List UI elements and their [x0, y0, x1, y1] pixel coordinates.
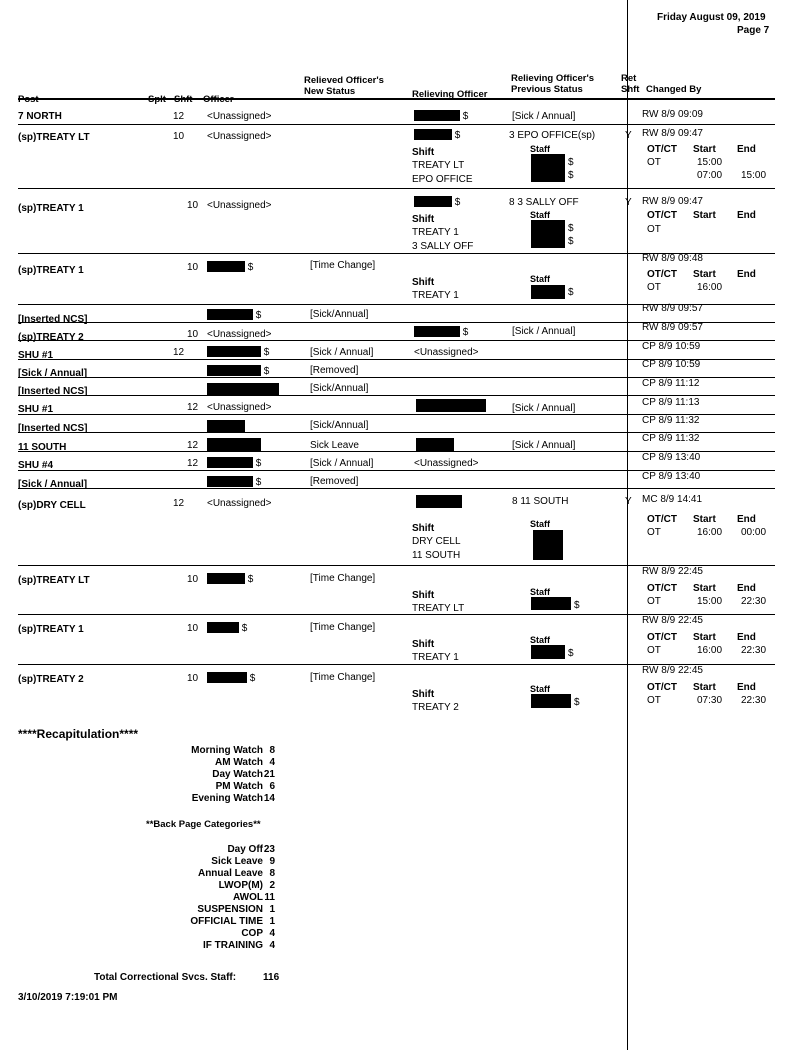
- col-shft: Shft: [174, 94, 193, 105]
- ot-type: OT: [647, 695, 661, 706]
- post: [Inserted NCS]: [18, 386, 88, 397]
- detail-post: DRY CELL: [412, 536, 461, 547]
- post: SHU #1: [18, 350, 54, 361]
- watch-value: 6: [269, 781, 275, 792]
- staff-suffix: $: [568, 223, 574, 234]
- shift: 12: [187, 458, 199, 469]
- category-value: 2: [269, 880, 275, 891]
- post: (sp)TREATY LT: [18, 575, 90, 586]
- detail-post: EPO OFFICE: [412, 174, 473, 185]
- detail-shift-label: Shift: [412, 590, 435, 601]
- page-number: Page 7: [737, 25, 770, 36]
- changed-by: CP 8/9 13:40: [642, 452, 701, 463]
- changed-by: RW 8/9 22:45: [642, 566, 703, 577]
- changed-by: RW 8/9 22:45: [642, 665, 703, 676]
- start-time: 16:00: [697, 282, 723, 293]
- detail-post: TREATY LT: [412, 603, 465, 614]
- officer: $: [207, 346, 269, 358]
- row-rule: [18, 488, 775, 489]
- detail-post: TREATY LT: [412, 160, 465, 171]
- changed-by: CP 8/9 11:32: [642, 433, 700, 444]
- start-time: 07:00: [697, 170, 723, 181]
- new-status: [Time Change]: [310, 260, 376, 271]
- redaction: [416, 495, 462, 508]
- officer: $: [207, 672, 255, 684]
- start-time: 15:00: [697, 157, 723, 168]
- officer: <Unassigned>: [207, 329, 272, 340]
- new-status: [Removed]: [310, 365, 359, 376]
- shift: 12: [173, 111, 185, 122]
- shift: 10: [187, 329, 199, 340]
- category-value: 23: [263, 844, 275, 855]
- redaction: [416, 438, 454, 451]
- post: (sp)TREATY 1: [18, 203, 84, 214]
- relieving-officer: $: [414, 326, 468, 338]
- detail-post: TREATY 1: [412, 227, 459, 238]
- shift: 12: [187, 402, 199, 413]
- new-status: [Sick / Annual]: [310, 458, 374, 469]
- end-time: 15:00: [741, 170, 767, 181]
- ret-shift: Y: [625, 197, 632, 208]
- start-time: 07:30: [697, 695, 723, 706]
- col-ret-2: Shft: [621, 84, 640, 95]
- shift: 10: [173, 131, 185, 142]
- row-rule: [18, 124, 775, 125]
- ot-type: OT: [647, 157, 661, 168]
- start-label: Start: [693, 682, 716, 693]
- changed-by: MC 8/9 14:41: [642, 494, 703, 505]
- redaction: [531, 694, 571, 708]
- officer: <Unassigned>: [207, 111, 272, 122]
- prev-status: [Sick / Annual]: [512, 403, 576, 414]
- total-staff-value: 116: [263, 972, 280, 983]
- officer: $: [207, 309, 261, 321]
- ot-type: OT: [647, 645, 661, 656]
- prev-status: 8 3 SALLY OFF: [509, 197, 579, 208]
- shift: 10: [187, 262, 199, 273]
- watch-value: 4: [269, 757, 275, 768]
- category-label: Annual Leave: [197, 868, 263, 879]
- watch-value: 21: [263, 769, 275, 780]
- new-status: [Removed]: [310, 476, 359, 487]
- ot-type: OT: [647, 224, 661, 235]
- col-splt: Splt: [148, 94, 166, 105]
- watch-label: Day Watch: [212, 769, 263, 780]
- relieving-officer: <Unassigned>: [414, 458, 479, 469]
- detail-post: 3 SALLY OFF: [412, 241, 474, 252]
- changed-by: CP 8/9 13:40: [642, 471, 701, 482]
- category-label: OFFICIAL TIME: [190, 916, 263, 927]
- new-status: [Sick/Annual]: [310, 420, 369, 431]
- row-rule: [18, 395, 775, 396]
- staff-suffix: $: [574, 600, 580, 611]
- end-label: End: [737, 632, 756, 643]
- staff-suffix: $: [574, 697, 580, 708]
- detail-post: TREATY 1: [412, 652, 459, 663]
- end-time: 22:30: [741, 596, 767, 607]
- post: 11 SOUTH: [18, 442, 67, 453]
- end-time: 22:30: [741, 695, 767, 706]
- officer: <Unassigned>: [207, 498, 272, 509]
- watch-label: AM Watch: [215, 757, 263, 768]
- officer: $: [207, 457, 261, 469]
- category-label: IF TRAINING: [203, 940, 263, 951]
- changed-by: RW 8/9 09:47: [642, 196, 703, 207]
- ret-shift: Y: [625, 130, 632, 141]
- officer: $: [207, 573, 253, 585]
- watch-label: Morning Watch: [191, 745, 263, 756]
- col-prev-2: Previous Status: [511, 84, 583, 95]
- start-time: 15:00: [697, 596, 723, 607]
- category-value: 4: [269, 940, 275, 951]
- staff-label: Staff: [530, 274, 550, 284]
- prev-status: [Sick / Annual]: [512, 440, 576, 451]
- detail-shift-label: Shift: [412, 523, 435, 534]
- category-value: 1: [269, 916, 275, 927]
- shift: 10: [187, 200, 199, 211]
- category-label: AWOL: [233, 892, 263, 903]
- col-changed-by: Changed By: [646, 84, 702, 95]
- end-time: 22:30: [741, 645, 767, 656]
- detail-shift-label: Shift: [412, 689, 435, 700]
- officer: $: [207, 365, 269, 377]
- ot-type: OT: [647, 282, 661, 293]
- changed-by: CP 8/9 10:59: [642, 341, 701, 352]
- changed-by: CP 8/9 10:59: [642, 359, 701, 370]
- otct-label: OT/CT: [647, 514, 677, 525]
- changed-by: CP 8/9 11:12: [642, 378, 700, 389]
- changed-by: CP 8/9 11:13: [642, 397, 700, 408]
- start-label: Start: [693, 210, 716, 221]
- otct-label: OT/CT: [647, 269, 677, 280]
- staff-label: Staff: [530, 635, 550, 645]
- post: [Inserted NCS]: [18, 423, 88, 434]
- otct-label: OT/CT: [647, 682, 677, 693]
- prev-status: [Sick / Annual]: [512, 111, 576, 122]
- relieving-officer: $: [414, 110, 468, 122]
- start-label: Start: [693, 269, 716, 280]
- relieving-officer: $: [414, 196, 460, 208]
- detail-shift-label: Shift: [412, 147, 435, 158]
- detail-post: TREATY 1: [412, 290, 459, 301]
- col-prev-1: Relieving Officer's: [511, 73, 595, 84]
- staff-label: Staff: [530, 587, 550, 597]
- redaction: [531, 220, 565, 248]
- staff-label: Staff: [530, 684, 550, 694]
- detail-post: TREATY 2: [412, 702, 459, 713]
- detail-post: 11 SOUTH: [412, 550, 461, 561]
- end-label: End: [737, 144, 756, 155]
- post: SHU #1: [18, 404, 54, 415]
- officer: <Unassigned>: [207, 200, 272, 211]
- post: [Inserted NCS]: [18, 314, 88, 325]
- changed-by: CP 8/9 11:32: [642, 415, 700, 426]
- category-value: 1: [269, 904, 275, 915]
- post: [Sick / Annual]: [18, 479, 88, 490]
- officer: $: [207, 476, 261, 488]
- detail-shift-label: Shift: [412, 639, 435, 650]
- header-rule: [18, 98, 775, 100]
- shift: 12: [187, 440, 199, 451]
- category-value: 8: [269, 868, 275, 879]
- staff-suffix: $: [568, 170, 574, 181]
- officer: $: [207, 261, 253, 273]
- end-label: End: [737, 269, 756, 280]
- total-staff-label: Total Correctional Svcs. Staff:: [94, 972, 237, 983]
- redaction: [531, 154, 565, 182]
- prev-status: 8 11 SOUTH: [512, 496, 569, 507]
- recap-title: ****Recapitulation****: [18, 727, 139, 741]
- staff-suffix: $: [568, 648, 574, 659]
- relieving-officer: <Unassigned>: [414, 347, 479, 358]
- relieving-officer: $: [414, 129, 460, 141]
- col-relieved-1: Relieved Officer's: [304, 75, 384, 86]
- prev-status: 3 EPO OFFICE(sp): [509, 130, 596, 141]
- new-status: Sick Leave: [310, 440, 359, 451]
- start-label: Start: [693, 144, 716, 155]
- column-divider: [627, 0, 628, 1050]
- category-value: 4: [269, 928, 275, 939]
- end-time: 00:00: [741, 527, 767, 538]
- prev-status: [Sick / Annual]: [512, 326, 576, 337]
- changed-by: RW 8/9 09:57: [642, 322, 703, 333]
- redaction: [531, 285, 565, 299]
- col-relieving: Relieving Officer: [412, 89, 488, 100]
- category-label: COP: [241, 928, 263, 939]
- changed-by: RW 8/9 09:09: [642, 109, 703, 120]
- start-label: Start: [693, 632, 716, 643]
- new-status: [Time Change]: [310, 672, 376, 683]
- shift: 10: [187, 623, 199, 634]
- shift: 12: [173, 498, 185, 509]
- start-time: 16:00: [697, 645, 723, 656]
- post: (sp)TREATY LT: [18, 132, 90, 143]
- start-label: Start: [693, 514, 716, 525]
- new-status: [Time Change]: [310, 573, 376, 584]
- shift: 10: [187, 574, 199, 585]
- watch-value: 8: [269, 745, 275, 756]
- redaction: [531, 645, 565, 659]
- post: (sp)DRY CELL: [18, 500, 86, 511]
- category-value: 11: [264, 892, 275, 903]
- changed-by: RW 8/9 09:47: [642, 128, 703, 139]
- shift: 10: [187, 673, 199, 684]
- end-label: End: [737, 514, 756, 525]
- category-value: 9: [269, 856, 275, 867]
- print-timestamp: 3/10/2019 7:19:01 PM: [18, 992, 118, 1003]
- col-ret-1: Ret: [621, 73, 637, 84]
- otct-label: OT/CT: [647, 144, 677, 155]
- redaction: [207, 438, 261, 451]
- officer: <Unassigned>: [207, 131, 272, 142]
- redaction: [531, 597, 571, 610]
- ot-type: OT: [647, 596, 661, 607]
- end-label: End: [737, 210, 756, 221]
- post: (sp)TREATY 1: [18, 265, 84, 276]
- post: (sp)TREATY 1: [18, 624, 84, 635]
- end-label: End: [737, 583, 756, 594]
- otct-label: OT/CT: [647, 210, 677, 221]
- shift: 12: [173, 347, 185, 358]
- otct-label: OT/CT: [647, 583, 677, 594]
- start-label: Start: [693, 583, 716, 594]
- detail-shift-label: Shift: [412, 277, 435, 288]
- col-post: Post: [18, 94, 39, 105]
- report-date: Friday August 09, 2019: [657, 12, 766, 23]
- officer: <Unassigned>: [207, 402, 272, 413]
- new-status: [Time Change]: [310, 622, 376, 633]
- watch-label: PM Watch: [215, 781, 263, 792]
- detail-shift-label: Shift: [412, 214, 435, 225]
- category-label: LWOP(M): [218, 880, 263, 891]
- redaction: [416, 399, 486, 412]
- new-status: [Sick/Annual]: [310, 383, 369, 394]
- officer: $: [207, 622, 247, 634]
- row-rule: [18, 188, 775, 189]
- post: [Sick / Annual]: [18, 368, 88, 379]
- end-label: End: [737, 682, 756, 693]
- post: (sp)TREATY 2: [18, 674, 84, 685]
- staff-label: Staff: [530, 144, 550, 154]
- back-page-title: **Back Page Categories**: [146, 819, 261, 830]
- staff-label: Staff: [530, 210, 550, 220]
- col-officer: Officer: [203, 94, 234, 105]
- watch-value: 14: [263, 793, 275, 804]
- changed-by: RW 8/9 22:45: [642, 615, 703, 626]
- redaction: [533, 530, 563, 560]
- otct-label: OT/CT: [647, 632, 677, 643]
- category-label: SUSPENSION: [197, 904, 263, 915]
- category-label: Day Off: [227, 844, 263, 855]
- col-relieved-2: New Status: [304, 86, 356, 97]
- staff-suffix: $: [568, 287, 574, 298]
- ret-shift: Y: [625, 496, 632, 507]
- start-time: 16:00: [697, 527, 723, 538]
- category-label: Sick Leave: [211, 856, 263, 867]
- changed-by: RW 8/9 09:57: [642, 303, 703, 314]
- post: SHU #4: [18, 460, 54, 471]
- new-status: [Sick/Annual]: [310, 309, 369, 320]
- watch-label: Evening Watch: [191, 793, 263, 804]
- post: 7 NORTH: [18, 111, 62, 122]
- staff-suffix: $: [568, 236, 574, 247]
- staff-label: Staff: [530, 519, 550, 529]
- ot-type: OT: [647, 527, 661, 538]
- new-status: [Sick / Annual]: [310, 347, 374, 358]
- changed-by: RW 8/9 09:48: [642, 253, 703, 264]
- post: (sp)TREATY 2: [18, 332, 84, 343]
- staff-suffix: $: [568, 157, 574, 168]
